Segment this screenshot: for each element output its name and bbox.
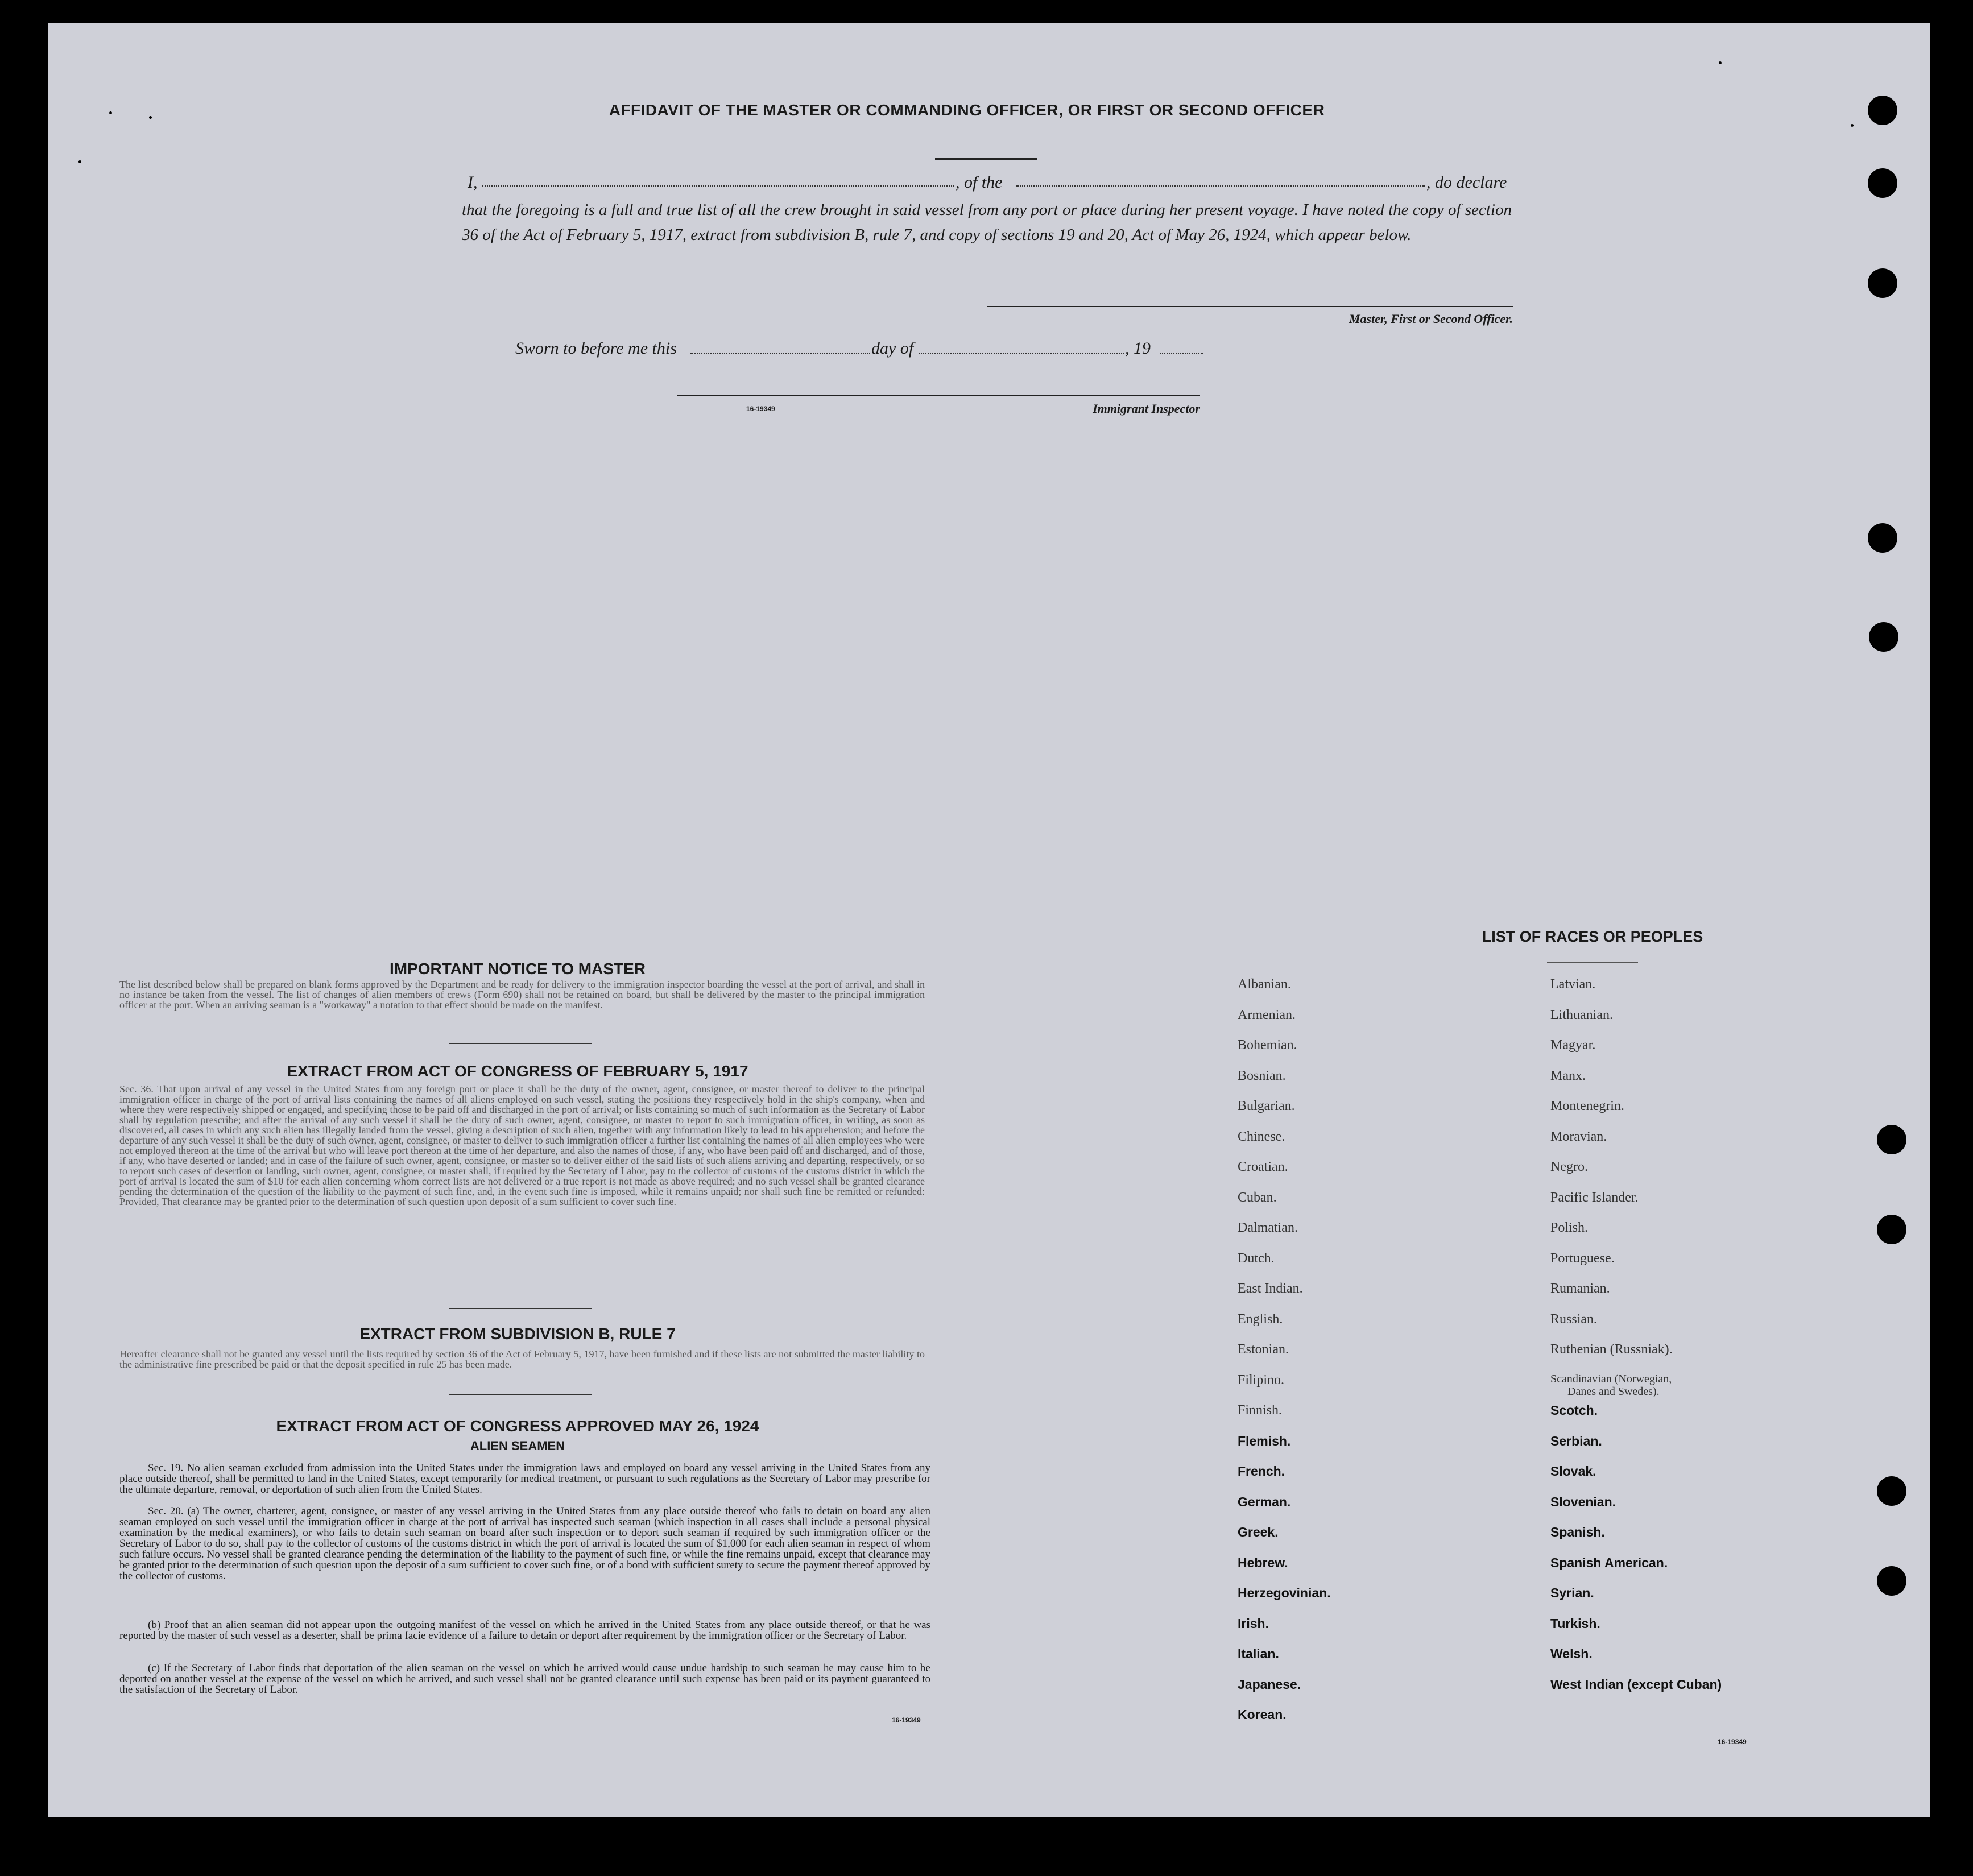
affidavit-declare: , do declare: [1426, 173, 1507, 192]
signature-line: [987, 306, 1513, 307]
speck: [78, 160, 81, 163]
affidavit-title: AFFIDAVIT OF THE MASTER OR COMMANDING OFFICER, OR FIRST OR SECOND OFFICER: [609, 101, 1325, 119]
binder-hole: [1877, 1125, 1906, 1154]
race-item: Syrian.: [1550, 1585, 1594, 1600]
race-item: Slovak.: [1550, 1464, 1596, 1479]
sworn-text: Sworn to before me this: [515, 339, 677, 358]
day-blank: [690, 353, 870, 354]
binder-hole: [1868, 268, 1897, 298]
inspector-line: [677, 395, 1200, 396]
speck: [149, 116, 152, 119]
race-item: Magyar.: [1550, 1038, 1596, 1053]
alien-seamen-subtitle: ALIEN SEAMEN: [470, 1439, 565, 1453]
sec20c-text: (c) If the Secretary of Labor finds that deportation of the alien seaman on the vessel on which he arrived would cause undue hardship to such seaman he may cause him to be deported on another vessel at the expense of the vessel on which he arrived, and such vessel shall not be granted clearance until such expense has been paid or its payment guaranteed to the satisfaction of the Secretary of Labor.: [119, 1662, 930, 1696]
race-item: Herzegovinian.: [1238, 1585, 1331, 1600]
race-item: Flemish.: [1238, 1434, 1291, 1448]
race-item: Danes and Swedes).: [1567, 1385, 1660, 1398]
binder-hole: [1877, 1476, 1906, 1506]
race-item: English.: [1238, 1312, 1283, 1327]
race-item: Polish.: [1550, 1220, 1589, 1235]
race-item: Rumanian.: [1550, 1281, 1610, 1296]
race-item: Bohemian.: [1238, 1038, 1297, 1053]
notice-title: IMPORTANT NOTICE TO MASTER: [389, 960, 646, 978]
race-item: West Indian (except Cuban): [1550, 1677, 1722, 1692]
race-item: Dalmatian.: [1238, 1220, 1298, 1235]
rule7-text: Hereafter clearance shall not be granted any vessel until the lists required by section 36 of the Act of February 5, 1917, have been furnished and if these lists are not submitted the master liability to the administrative fine prescribed be paid or that the deposit specified in rule 25 has been made.: [119, 1348, 925, 1370]
binder-hole: [1869, 622, 1898, 652]
race-item: Bosnian.: [1238, 1069, 1286, 1083]
rule7-title: EXTRACT FROM SUBDIVISION B, RULE 7: [359, 1325, 676, 1343]
race-item: Japanese.: [1238, 1677, 1301, 1692]
speck: [1719, 61, 1722, 64]
race-item: Hebrew.: [1238, 1555, 1288, 1570]
vessel-blank: [1016, 185, 1425, 187]
race-item: Greek.: [1238, 1525, 1279, 1539]
sec20a-text: Sec. 20. (a) The owner, charterer, agent, consignee, or master of any vessel arriving in the United States from any place outside thereof who fails to detain on board any alien seaman employed on such vessel until the immigration officer in charge at the port of arrival has inspected such seaman (which inspection in all cases shall include a personal physical examination by the medical examiners), or who fails to detain such seaman on board after such inspection or to deport such seaman if required by such immigration officer or the Secretary of Labor to do so, shall pay to the collector of customs of the customs district in which the port of arrival is located the sum of $1,000 for each alien seaman in respect of whom such failure occurs. No vessel shall be granted clearance pending the determination of the liability to the payment of such fine, or while the fine remains unpaid, except that clearance may be granted prior to the determination of such question upon the deposit of a sum sufficient to cover such fine, or of a bond with sufficient surety to secure the payment thereof approved by the collector of customs.: [119, 1505, 930, 1582]
extract-1917-text: Sec. 36. That upon arrival of any vessel in the United States from any foreign port or place it shall be the duty of the owner, agent, consignee, or master thereof to deliver to the principal immigration officer in charge of the port of arrival lists containing the names of all aliens employed on such vessel, stating the positions they respectively hold in the ship's company, when and where they were respectively shipped or engaged, and specifying those to be paid off and discharged in the port of arrival; or lists containing so much of such information as the Secretary of Labor shall by regulation prescribe; and after the arrival of any such vessel it shall be the duty of such owner, agent, consignee, or master to report to such immigration officer, in writing, as soon as discovered, all cases in which any such alien has illegally landed from the vessel, giving a description of such alien, together with any information likely to lead to his apprehension; and before the departure of any such vessel it shall be the duty of such owner, agent, consignee, or master to deliver to such immigration officer a further list containing the names of all alien employees who were not employed thereon at the time of the arrival but who will leave port thereon at the time of her departure, and also the names of those, if any, who have been paid off and discharged, and of those, if any, who have deserted or landed; and in case of the failure of such owner, agent, consignee, or master so to deliver either of the said lists of such aliens arriving and departing, respectively, or so to report such cases of desertion or landing, such owner, agent, consignee, or master shall, if required by the Secretary of Labor, pay to the collector of customs of the customs district in which the port of arrival is located the sum of $10 for each alien concerning whom correct lists are not delivered or a true report is not made as above required; and no such vessel shall be granted clearance pending the determination of the question of the liability to the payment of such fine, and, in the event such fine is imposed, while it remains unpaid; nor shall such fine be remitted or refunded: Provided, That clearance may be granted prior to the determination of such question upon deposit of a sum sufficient to cover such fine.: [119, 1083, 925, 1207]
affidavit-line-I: I,: [468, 173, 478, 192]
race-item: Cuban.: [1238, 1190, 1277, 1205]
race-item: Serbian.: [1550, 1434, 1602, 1448]
year-blank: [1160, 353, 1203, 354]
notice-form-code: 16-19349: [892, 1716, 921, 1724]
affidavit-form-code: 16-19349: [746, 405, 775, 413]
race-item: Turkish.: [1550, 1616, 1600, 1631]
races-form-code: 16-19349: [1718, 1738, 1747, 1746]
race-item: Russian.: [1550, 1312, 1598, 1327]
affidavit-of-the: , of the: [956, 173, 1003, 192]
race-item: Spanish.: [1550, 1525, 1605, 1539]
race-item: Albanian.: [1238, 977, 1291, 992]
race-item: Filipino.: [1238, 1373, 1285, 1388]
race-item: Moravian.: [1550, 1129, 1607, 1144]
extract-1917-title: EXTRACT FROM ACT OF CONGRESS OF FEBRUARY 5, 1917: [287, 1062, 748, 1080]
race-item: Scandinavian (Norwegian,: [1550, 1373, 1672, 1385]
race-item: Portuguese.: [1550, 1251, 1615, 1266]
binder-hole: [1868, 168, 1897, 198]
race-item: Welsh.: [1550, 1646, 1593, 1661]
month-blank: [919, 353, 1124, 354]
race-item: French.: [1238, 1464, 1285, 1479]
signature-label: Master, First or Second Officer.: [1349, 312, 1513, 326]
races-title-rule: [1547, 962, 1638, 963]
race-item: Pacific Islander.: [1550, 1190, 1639, 1205]
notice-text: The list described below shall be prepared on blank forms approved by the Department and be ready for delivery to the immigration inspector boarding the vessel at the port of arrival, and shall in no instance be taken from the vessel. The list of changes of alien members of crews (Form 690) shall not be retained on board, but shall be delivered by the master to the principal immigration officer at the port. When an arriving seaman is a "workaway" a notation to that effect should be made on the manifest.: [119, 979, 925, 1011]
name-blank: [482, 185, 954, 187]
race-item: Lithuanian.: [1550, 1008, 1613, 1022]
race-item: Bulgarian.: [1238, 1099, 1295, 1113]
race-item: Croatian.: [1238, 1159, 1288, 1174]
binder-hole: [1877, 1215, 1906, 1244]
race-item: Korean.: [1238, 1707, 1287, 1722]
race-item: Latvian.: [1550, 977, 1596, 992]
race-item: Dutch.: [1238, 1251, 1275, 1266]
race-item: Spanish American.: [1550, 1555, 1668, 1570]
binder-hole: [1868, 523, 1897, 553]
sec20b-text: (b) Proof that an alien seaman did not appear upon the outgoing manifest of the vessel on which he arrived in the United States from any place outside thereof, or that he was reported by the master of such vessel as a deserter, shall be prima facie evidence of a failure to detain or deport after requirement by the immigration officer or the Secretary of Labor.: [119, 1619, 930, 1642]
day-of-text: day of: [871, 339, 914, 358]
race-item: Italian.: [1238, 1646, 1279, 1661]
separator: [449, 1394, 592, 1395]
race-item: Negro.: [1550, 1159, 1588, 1174]
affidavit-body: that the foregoing is a full and true list of all the crew brought in said vessel from any port or place during her present voyage. I have noted the copy of section 36 of the Act of February 5, 1917, extract from subdivision B, rule 7, and copy of sections 19 and 20, Act of May 26, 1924, which appear below.: [462, 201, 1512, 244]
sec19-text: Sec. 19. No alien seaman excluded from admission into the United States under the immigration laws and employed on board any vessel arriving in the United States from any place outside thereof, shall be permitted to land in the United States, except temporarily for medical treatment, or pursuant to such regulations as the Secretary of Labor may prescribe for the ultimate departure, removal, or deportation of such alien from the United States.: [119, 1462, 930, 1496]
race-item: Estonian.: [1238, 1342, 1289, 1357]
separator: [449, 1043, 592, 1044]
speck: [109, 111, 112, 114]
race-item: Ruthenian (Russniak).: [1550, 1342, 1673, 1357]
race-item: Slovenian.: [1550, 1494, 1616, 1509]
race-item: Chinese.: [1238, 1129, 1285, 1144]
race-item: German.: [1238, 1494, 1291, 1509]
binder-hole: [1877, 1566, 1906, 1596]
inspector-label: Immigrant Inspector: [1093, 401, 1200, 416]
extract-1924-title: EXTRACT FROM ACT OF CONGRESS APPROVED MAY 26, 1924: [276, 1417, 759, 1435]
race-item: Irish.: [1238, 1616, 1269, 1631]
race-item: East Indian.: [1238, 1281, 1303, 1296]
binder-hole: [1868, 96, 1897, 125]
year-prefix: , 19: [1125, 339, 1151, 358]
race-item: Armenian.: [1238, 1008, 1296, 1022]
title-underline: [935, 158, 1037, 160]
races-title: LIST OF RACES OR PEOPLES: [1482, 928, 1703, 945]
race-item: Finnish.: [1238, 1403, 1283, 1418]
race-item: Montenegrin.: [1550, 1099, 1624, 1113]
separator: [449, 1308, 592, 1309]
speck: [1851, 124, 1854, 127]
race-item: Manx.: [1550, 1069, 1586, 1083]
race-item: Scotch.: [1550, 1403, 1598, 1418]
